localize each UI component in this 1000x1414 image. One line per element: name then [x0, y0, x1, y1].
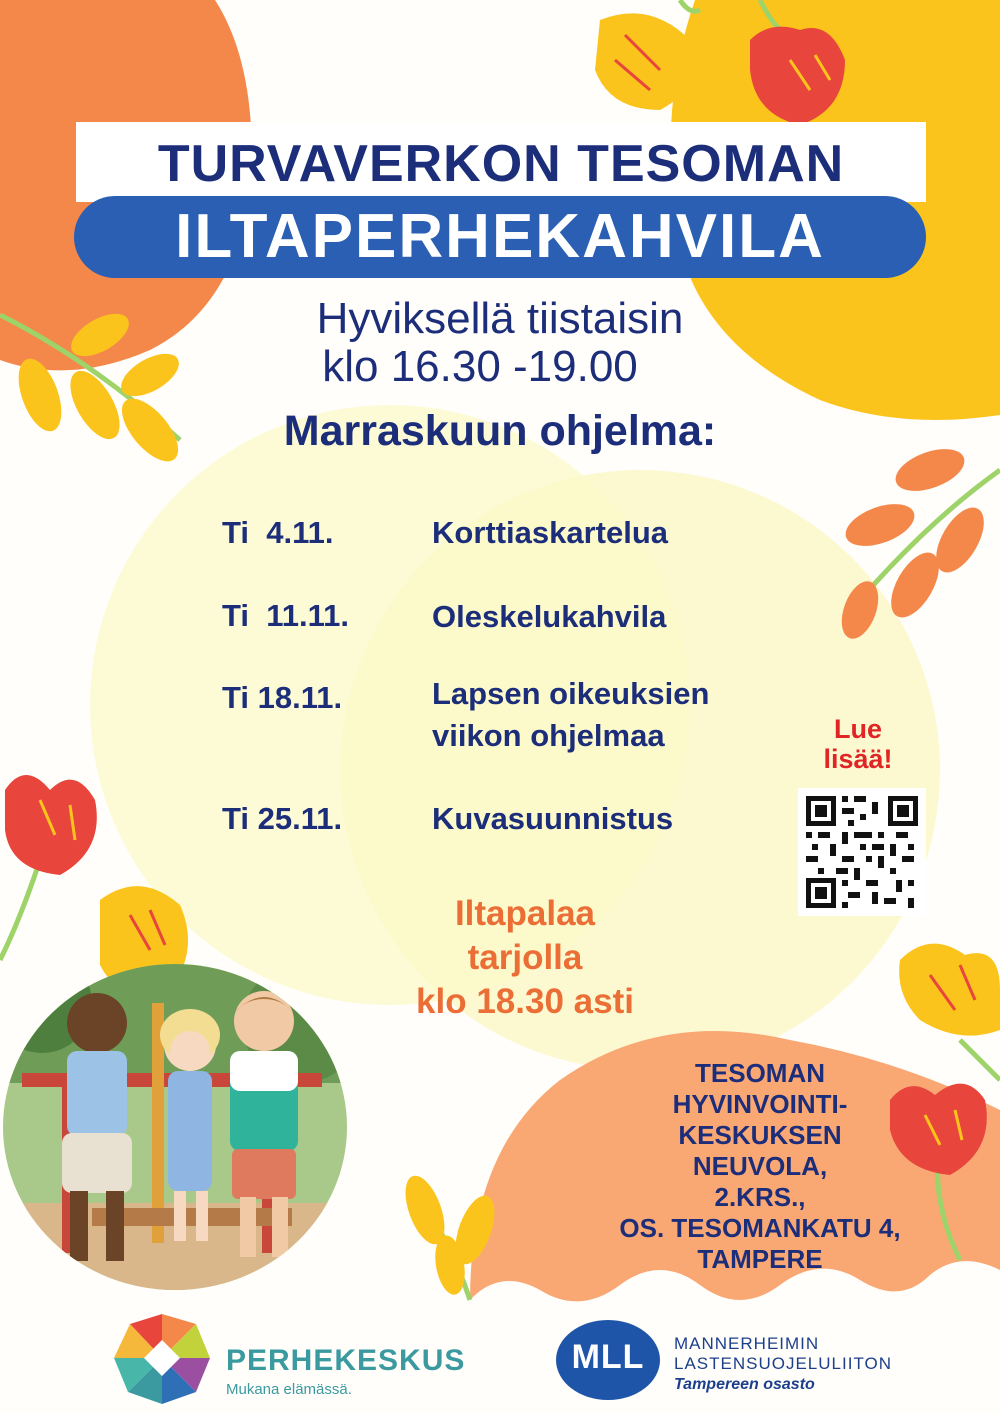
address-line: TAMPERE: [697, 1244, 823, 1274]
address-line: KESKUKSEN: [678, 1120, 842, 1150]
snack-line: Iltapalaa: [454, 894, 596, 933]
schedule-place-day: Hyviksellä tiistaisin: [316, 294, 684, 343]
program-event: Oleskelukahvila: [432, 599, 667, 634]
qr-code-pattern: [798, 788, 926, 916]
program-heading: Marraskuun ohjelma:: [283, 407, 717, 455]
address-line: TESOMAN: [695, 1058, 825, 1088]
snack-line: tarjolla: [467, 938, 583, 977]
title-line-2: ILTAPERHEKAHVILA: [175, 202, 825, 271]
snack-line: klo 18.30 asti: [416, 982, 634, 1021]
qr-code[interactable]: [798, 788, 926, 916]
mll-name-line: LASTENSUOJELULIITON: [674, 1354, 893, 1373]
mll-branch: Tampereen osasto: [674, 1376, 815, 1393]
mll-logo-abbr: MLL: [571, 1338, 645, 1376]
program-date: Ti 18.11.: [222, 680, 343, 715]
perhekeskus-tagline: Mukana elämässä.: [226, 1381, 352, 1398]
program-date: Ti 11.11.: [222, 598, 349, 633]
read-more-label: [806, 714, 910, 774]
children-playground-photo: [2, 963, 348, 1291]
program-event: Korttiaskartelua: [432, 515, 669, 550]
read-more-line: Lue: [833, 714, 882, 744]
schedule-time: klo 16.30 -19.00: [322, 342, 638, 391]
program-event: Lapsen oikeuksien viikon ohjelmaa: [432, 676, 710, 753]
address-line: HYVINVOINTI-: [672, 1089, 848, 1119]
read-more-line: lisää!: [823, 744, 893, 774]
title-line-1: TURVAVERKON TESOMAN: [157, 135, 845, 193]
venue-address: [570, 1058, 950, 1275]
program-event: Kuvasuunnistus: [432, 801, 674, 836]
program-date: Ti 4.11.: [222, 515, 334, 550]
perhekeskus-name: PERHEKESKUS: [226, 1344, 466, 1377]
perhekeskus-logo-icon: [110, 1310, 214, 1406]
mll-name-line: MANNERHEIMIN: [674, 1334, 820, 1353]
program-date: Ti 25.11.: [222, 801, 343, 836]
address-line: OS. TESOMANKATU 4,: [619, 1213, 901, 1243]
leaf-branch-right: [835, 441, 1000, 644]
address-line: 2.KRS.,: [714, 1182, 806, 1212]
address-line: NEUVOLA,: [692, 1151, 828, 1181]
snack-notice: [370, 892, 680, 1024]
red-flower-left: [0, 775, 97, 960]
